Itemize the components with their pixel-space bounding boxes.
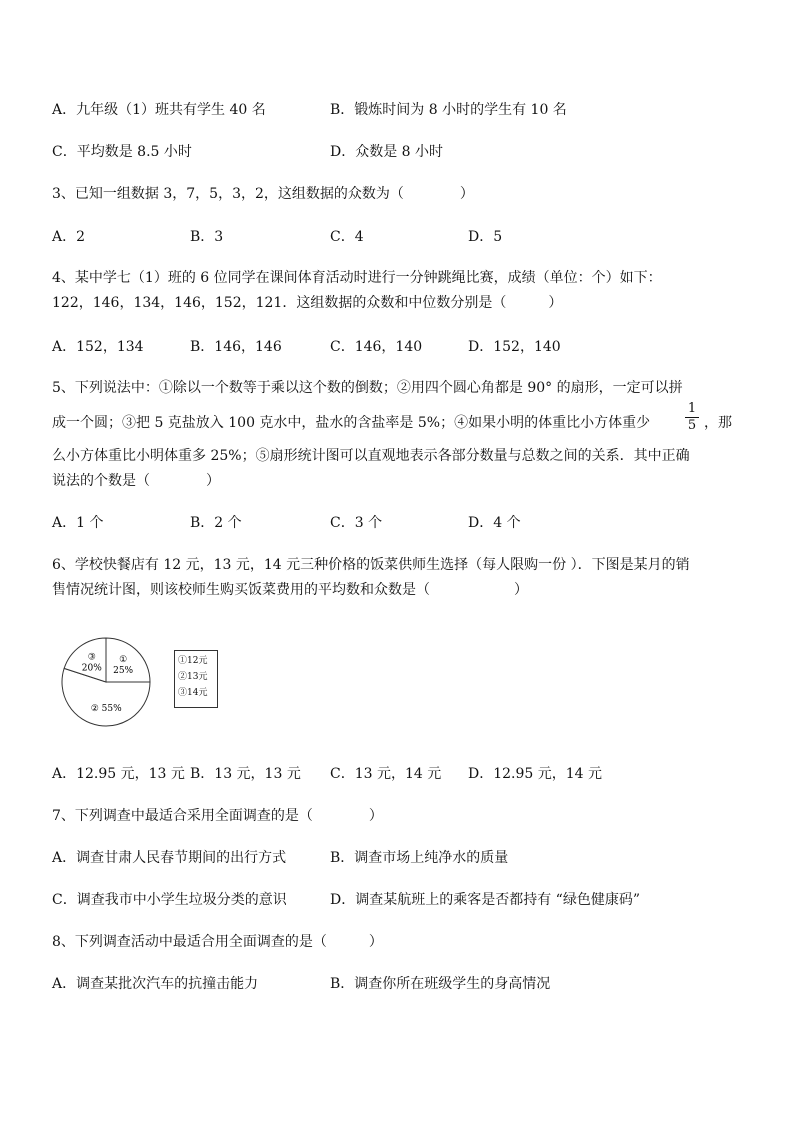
q8-stem: 8、下列调查活动中最适合用全面调查的是（ ） <box>52 934 383 950</box>
q5-fraction <box>685 402 699 433</box>
q8-option-a: A．调查某批次汽车的抗撞击能力 <box>52 976 259 992</box>
pie-legend <box>174 650 218 708</box>
pie-label-3: ③ <box>87 652 96 663</box>
q4-option-c: C．146，140 <box>330 339 423 355</box>
legend-item-14: ③14元 <box>178 688 208 698</box>
q4-option-d: D．152，140 <box>468 339 561 355</box>
q6-option-d: D．12.95 元，14 元 <box>468 766 603 782</box>
q8-option-b: B．调查你所在班级学生的身高情况 <box>330 976 551 992</box>
legend-item-13: ②13元 <box>178 672 208 682</box>
q4-stem-line2: 122，146，134，146，152，121．这组数据的众数和中位数分别是（ ） <box>52 295 563 311</box>
q6-option-a: A．12.95 元，13 元 <box>52 766 185 782</box>
q5-line1: 5、下列说法中：①除以一个数等于乘以这个数的倒数；②用四个圆心角都是 90° 的扇形，一定可以拼 <box>52 380 683 396</box>
q3-option-d: D．5 <box>468 229 503 245</box>
q5-fraction-numerator: 1 <box>687 401 697 416</box>
prev-option-d: D．众数是 8 小时 <box>330 144 444 160</box>
q4-stem-line1: 4、某中学七（1）班的 6 位同学在课间体育活动时进行一分钟跳绳比赛，成绩（单位：个）如下： <box>52 270 662 286</box>
legend-item-12: ①12元 <box>178 656 208 666</box>
q7-option-d: D．调查某航班上的乘客是否都持有 “绿色健康码” <box>330 892 640 908</box>
q3-option-c: C．4 <box>330 229 364 245</box>
q5-line2: 成一个圆；③把 5 克盐放入 100 克水中，盐水的含盐率是 5%；④如果小明的体重比小方体重少 <box>52 415 651 431</box>
q7-option-a: A．调查甘肃人民春节期间的出行方式 <box>52 850 287 866</box>
prev-option-a: A．九年级（1）班共有学生 40 名 <box>52 102 266 118</box>
pie-label-2: ② 55% <box>90 703 122 714</box>
q7-option-b: B．调查市场上纯净水的质量 <box>330 850 509 866</box>
q7-stem: 7、下列调查中最适合采用全面调查的是（ ） <box>52 808 383 824</box>
q3-option-a: A．2 <box>52 229 86 245</box>
pie-percent-1: 25% <box>113 665 134 676</box>
q6-line1: 6、学校快餐店有 12 元，13 元，14 元三种价格的饭菜供师生选择（每人限购一份 ）．下图是某月的销 <box>52 557 690 573</box>
q4-option-a: A．152，134 <box>52 339 144 355</box>
pie-percent-3: 20% <box>81 663 102 674</box>
q5-option-b: B．2 个 <box>190 515 242 531</box>
prev-option-c: C．平均数是 8.5 小时 <box>52 144 192 160</box>
q6-option-b: B．13 元，13 元 <box>190 766 301 782</box>
q4-option-b: B．146，146 <box>190 339 282 355</box>
q5-fraction-denominator: 5 <box>687 418 697 433</box>
q3-option-b: B．3 <box>190 229 224 245</box>
q3-stem: 3、已知一组数据 3，7，5，3，2，这组数据的众数为（ ） <box>52 186 474 202</box>
q5-line2-tail: ，那 <box>704 415 732 431</box>
q6-line2: 售情况统计图，则该校师生购买饭菜费用的平均数和众数是（ ） <box>52 582 528 598</box>
prev-option-b: B．锻炼时间为 8 小时的学生有 10 名 <box>330 102 567 118</box>
q5-line4: 说法的个数是（ ） <box>52 473 220 489</box>
q5-option-a: A．1 个 <box>52 515 104 531</box>
pie-label-1: ① <box>119 654 128 665</box>
q5-option-c: C．3 个 <box>330 515 383 531</box>
q6-option-c: C．13 元，14 元 <box>330 766 442 782</box>
q5-line3: 么小方体重比小明体重多 25%；⑤扇形统计图可以直观地表示各部分数量与总数之间的关系．其中正确 <box>52 448 690 464</box>
q5-option-d: D．4 个 <box>468 515 521 531</box>
q7-option-c: C．调查我市中小学生垃圾分类的意识 <box>52 892 287 908</box>
